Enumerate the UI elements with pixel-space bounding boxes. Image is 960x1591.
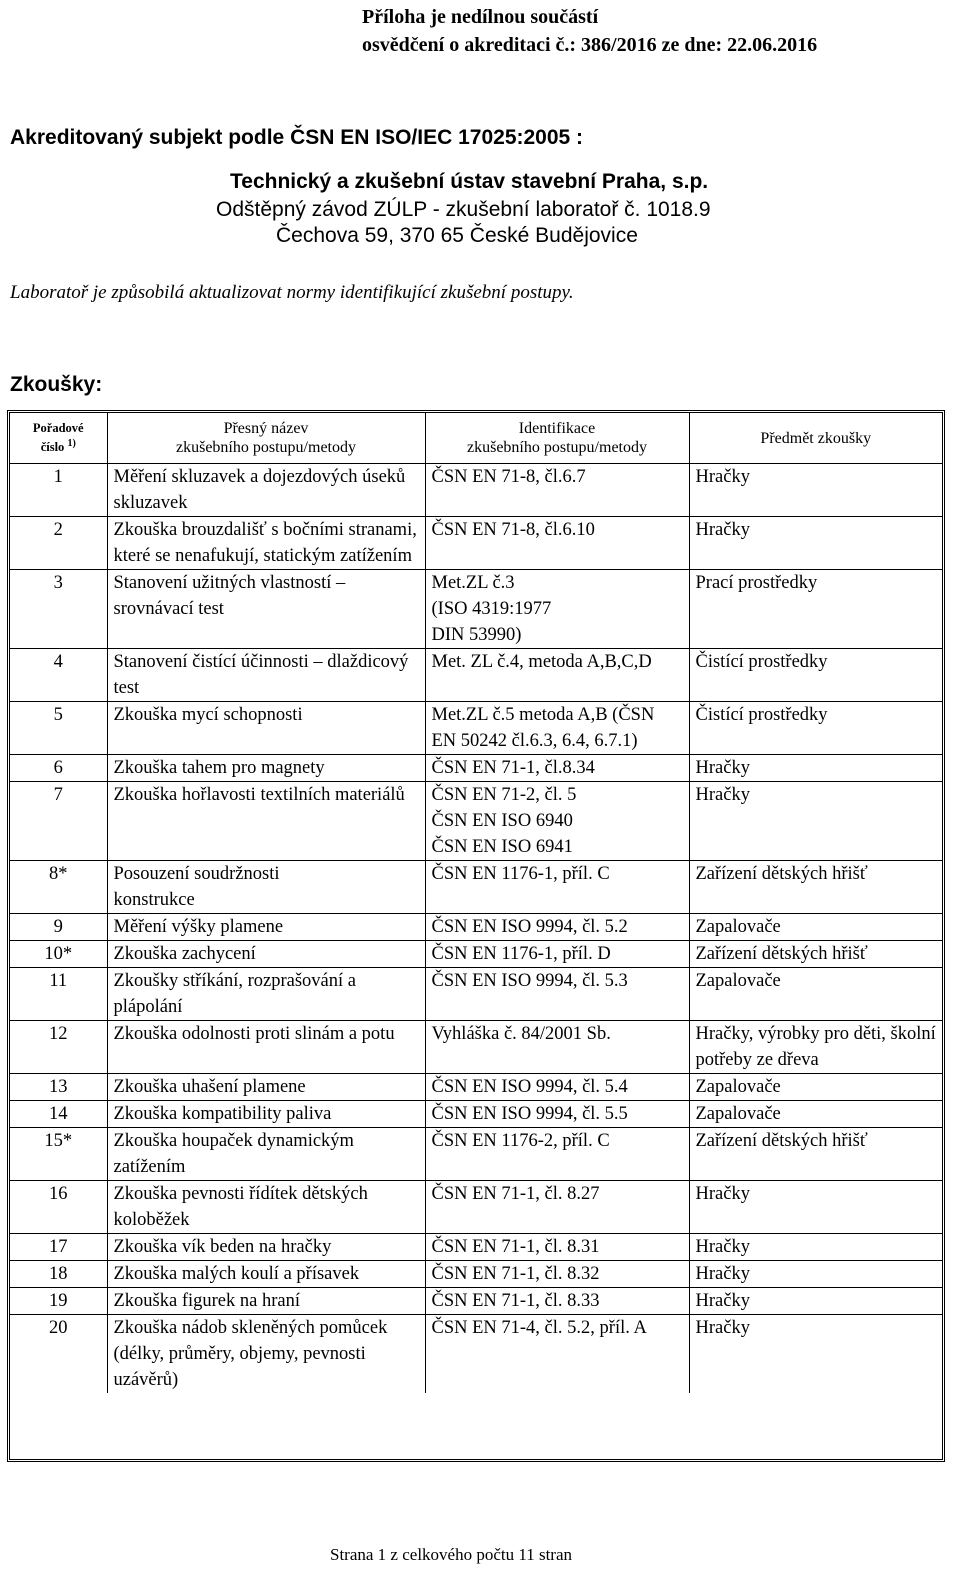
row-subject-text: Hračky (695, 520, 750, 540)
row-number (10, 861, 107, 914)
row-method (425, 1261, 689, 1288)
row-number-value: 9 (53, 917, 63, 937)
row-subject-text: Zapalovače (695, 917, 781, 937)
row-number (10, 1234, 107, 1261)
row-test-name-text: Zkouška vík beden na hračky (113, 1237, 332, 1257)
col-header-method (425, 413, 689, 464)
row-number-value: 19 (49, 1291, 68, 1311)
row-test-name-text: Zkouška nádob skleněných pomůcek (délky, průměry, objemy, pevnosti uzávěrů) (113, 1318, 388, 1390)
row-test-name (107, 1234, 425, 1261)
row-subject-text: Hračky, výrobky pro děti, školní potřeby ze dřeva (695, 1024, 936, 1070)
row-method-text: Met. ZL č.4, metoda A,B,C,D (431, 652, 652, 672)
row-test-name-text: Stanovení čistící účinnosti – dlaždicový test (113, 652, 409, 698)
row-method (425, 1128, 689, 1181)
row-subject (689, 1021, 942, 1074)
subject-name: Technický a zkušební ústav stavební Praha, s.p. (230, 170, 709, 193)
row-number-value: 5 (53, 705, 63, 725)
table-row (10, 782, 942, 861)
row-number-value: 16 (49, 1184, 68, 1204)
row-subject (689, 649, 942, 702)
row-method (425, 861, 689, 914)
row-subject (689, 464, 942, 517)
row-test-name (107, 1101, 425, 1128)
row-subject (689, 1074, 942, 1101)
row-subject (689, 702, 942, 755)
row-test-name-text: Zkouška hořlavosti textilních materiálů (113, 785, 405, 805)
table-row (10, 755, 942, 782)
row-subject-text: Hračky (695, 1184, 750, 1204)
row-subject-text: Zařízení dětských hřišť (695, 944, 868, 964)
row-method-text: ČSN EN ISO 6941 (431, 837, 573, 857)
row-number (10, 941, 107, 968)
row-subject-text: Zapalovače (695, 971, 781, 991)
row-method (425, 1021, 689, 1074)
row-test-name-text: Zkouška odolnosti proti slinám a potu (113, 1024, 395, 1044)
row-subject (689, 968, 942, 1021)
row-test-name (107, 1021, 425, 1074)
row-test-name (107, 1074, 425, 1101)
table-row (10, 861, 942, 914)
lab-note: Laboratoř je způsobilá aktualizovat normy identifikující zkušební postupy. (10, 282, 574, 303)
table-row (10, 517, 942, 570)
row-method-text: ČSN EN ISO 9994, čl. 5.2 (431, 917, 628, 937)
row-number-value: 10* (44, 944, 73, 964)
row-number-value: 13 (49, 1077, 68, 1097)
tests-heading: Zkoušky: (10, 373, 103, 396)
row-test-name-text: Měření výšky plamene (113, 917, 284, 937)
row-subject (689, 782, 942, 861)
row-method-text: ČSN EN ISO 9994, čl. 5.3 (431, 971, 628, 991)
row-test-name (107, 1261, 425, 1288)
row-number (10, 1261, 107, 1288)
annex-line-1: Příloha je nedílnou součástí (362, 6, 599, 28)
row-subject-text: Zařízení dětských hřišť (695, 864, 868, 884)
tests-table-frame (7, 410, 945, 1462)
annex-header (362, 3, 817, 59)
col-header-number-line1: Pořadové (32, 421, 84, 436)
row-number (10, 570, 107, 649)
row-method (425, 570, 689, 649)
tests-table (10, 413, 942, 1393)
row-test-name-text: Zkoušky stříkání, rozprašování a plápolání (113, 971, 356, 1017)
row-method (425, 1234, 689, 1261)
row-test-name (107, 517, 425, 570)
row-method-text: ČSN EN ISO 6940 (431, 811, 573, 831)
row-subject (689, 1234, 942, 1261)
table-row (10, 702, 942, 755)
row-subject-text: Zapalovače (695, 1104, 781, 1124)
row-number (10, 464, 107, 517)
row-method-text: Vyhláška č. 84/2001 Sb. (431, 1024, 611, 1044)
row-number (10, 702, 107, 755)
row-test-name-text: Zkouška brouzdališť s bočními stranami, které se nenafukují, statickým zatížením (113, 520, 417, 566)
row-test-name (107, 464, 425, 517)
row-test-name (107, 1128, 425, 1181)
row-method-text: ČSN EN 71-8, čl.6.10 (431, 520, 595, 540)
row-method (425, 1074, 689, 1101)
row-test-name (107, 755, 425, 782)
row-subject-text: Hračky (695, 1237, 750, 1257)
row-test-name (107, 1181, 425, 1234)
row-test-name-text: Měření skluzavek a dojezdových úseků skluzavek (113, 467, 406, 513)
row-number-value: 20 (49, 1318, 68, 1338)
row-method-text: ČSN EN 71-1, čl.8.34 (431, 758, 595, 778)
table-row (10, 1288, 942, 1315)
col-header-method-line1: Identifikace (518, 420, 596, 437)
row-test-name (107, 782, 425, 861)
row-number (10, 649, 107, 702)
row-test-name (107, 1315, 425, 1394)
row-test-name-text: Posouzení soudržnosti (113, 864, 280, 884)
row-method (425, 1288, 689, 1315)
row-test-name-text: Zkouška tahem pro magnety (113, 758, 325, 778)
row-method (425, 914, 689, 941)
row-number-value: 18 (49, 1264, 68, 1284)
row-method (425, 1315, 689, 1394)
row-method-text: Met.ZL č.5 metoda A,B (ČSN EN 50242 čl.6.3, 6.4, 6.7.1) (431, 705, 655, 751)
table-row (10, 941, 942, 968)
row-method-text: ČSN EN ISO 9994, čl. 5.5 (431, 1104, 628, 1124)
row-test-name (107, 861, 425, 914)
row-method (425, 1101, 689, 1128)
row-method (425, 517, 689, 570)
row-number-value: 11 (49, 971, 68, 991)
row-test-name (107, 702, 425, 755)
annex-line-2: osvědčení o akreditaci č.: 386/2016 ze dne: 22.06.2016 (362, 34, 818, 56)
row-method-text: Met.ZL č.3 (431, 573, 515, 593)
table-row (10, 649, 942, 702)
row-subject (689, 1101, 942, 1128)
row-test-name-text: konstrukce (113, 890, 195, 910)
row-method-text: ČSN EN 71-1, čl. 8.27 (431, 1184, 600, 1204)
col-header-number (10, 413, 107, 464)
col-header-name (107, 413, 425, 464)
table-row (10, 1234, 942, 1261)
row-number-value: 3 (53, 573, 63, 593)
row-subject (689, 914, 942, 941)
row-test-name-text: Zkouška zachycení (113, 944, 256, 964)
table-row (10, 464, 942, 517)
row-subject-text: Čistící prostředky (695, 705, 828, 725)
row-method (425, 649, 689, 702)
row-subject-text: Hračky (695, 467, 750, 487)
row-method-text: ČSN EN 1176-2, příl. C (431, 1131, 610, 1151)
col-header-number-footnote: 1) (67, 438, 76, 450)
row-subject-text: Hračky (695, 1291, 750, 1311)
row-subject (689, 1128, 942, 1181)
row-test-name-text: Zkouška kompatibility paliva (113, 1104, 332, 1124)
row-number-value: 17 (49, 1237, 68, 1257)
row-method-text: (ISO 4319:1977 (431, 599, 552, 619)
row-subject (689, 941, 942, 968)
row-number (10, 1021, 107, 1074)
row-method-text: ČSN EN 71-1, čl. 8.31 (431, 1237, 600, 1257)
row-number-value: 8* (49, 864, 68, 884)
row-subject (689, 1288, 942, 1315)
row-subject-text: Hračky (695, 758, 750, 778)
table-row (10, 1181, 942, 1234)
row-test-name-text: Zkouška figurek na hraní (113, 1291, 300, 1311)
table-row (10, 570, 942, 649)
row-number (10, 968, 107, 1021)
row-method-text: ČSN EN 71-1, čl. 8.32 (431, 1264, 600, 1284)
row-method-text: DIN 53990) (431, 625, 522, 645)
row-method-text: ČSN EN 1176-1, příl. C (431, 864, 610, 884)
row-test-name (107, 941, 425, 968)
row-test-name-text: Zkouška mycí schopnosti (113, 705, 303, 725)
row-test-name (107, 968, 425, 1021)
row-method (425, 1181, 689, 1234)
row-method (425, 968, 689, 1021)
row-method-text: ČSN EN ISO 9994, čl. 5.4 (431, 1077, 628, 1097)
row-method-text: ČSN EN 71-4, čl. 5.2, příl. A (431, 1318, 647, 1338)
col-header-method-line2: zkušebního postupu/metody (467, 439, 647, 456)
table-row (10, 1261, 942, 1288)
row-number (10, 1315, 107, 1394)
table-row (10, 1021, 942, 1074)
row-method (425, 702, 689, 755)
row-method-text: ČSN EN 1176-1, příl. D (431, 944, 611, 964)
row-number-value: 2 (53, 520, 63, 540)
row-number (10, 782, 107, 861)
accredited-subject-line: Akreditovaný subjekt podle ČSN EN ISO/IEC 17025:2005 : (10, 126, 584, 149)
row-test-name (107, 914, 425, 941)
col-header-name-line1: Přesný název (223, 420, 309, 437)
row-number-value: 12 (49, 1024, 68, 1044)
row-number (10, 1074, 107, 1101)
table-row (10, 968, 942, 1021)
row-test-name (107, 1288, 425, 1315)
row-subject (689, 861, 942, 914)
row-subject (689, 517, 942, 570)
row-test-name-text: Stanovení užitných vlastností – srovnávací test (113, 573, 346, 619)
row-method-text: ČSN EN 71-8, čl.6.7 (431, 467, 586, 487)
page-footer: Strana 1 z celkového počtu 11 stran (330, 1545, 573, 1564)
subject-address: Čechova 59, 370 65 České Budějovice (276, 224, 638, 247)
table-row (10, 914, 942, 941)
row-subject (689, 570, 942, 649)
row-subject-text: Hračky (695, 785, 750, 805)
col-header-number-line2: číslo (40, 440, 65, 455)
row-method (425, 755, 689, 782)
row-number-value: 15* (44, 1131, 73, 1151)
col-header-name-line2: zkušebního postupu/metody (176, 439, 356, 456)
row-subject-text: Zařízení dětských hřišť (695, 1131, 868, 1151)
row-subject-text: Hračky (695, 1318, 750, 1338)
row-subject-text: Zapalovače (695, 1077, 781, 1097)
row-method (425, 782, 689, 861)
table-row (10, 1074, 942, 1101)
row-test-name-text: Zkouška pevnosti řídítek dětských koloběžek (113, 1184, 368, 1230)
row-method (425, 941, 689, 968)
row-subject-text: Prací prostředky (695, 573, 818, 593)
row-subject (689, 755, 942, 782)
row-method-text: ČSN EN 71-2, čl. 5 (431, 785, 577, 805)
table-header-row (10, 413, 942, 464)
row-subject (689, 1181, 942, 1234)
row-test-name-text: Zkouška uhašení plamene (113, 1077, 306, 1097)
row-subject-text: Čistící prostředky (695, 652, 828, 672)
row-test-name (107, 649, 425, 702)
row-number (10, 517, 107, 570)
row-number-value: 1 (53, 467, 63, 487)
subject-branch: Odštěpný závod ZÚLP - zkušební laboratoř č. 1018.9 (216, 198, 711, 221)
row-test-name-text: Zkouška houpaček dynamickým zatížením (113, 1131, 354, 1177)
row-number-value: 7 (53, 785, 63, 805)
table-row (10, 1315, 942, 1394)
row-number (10, 1128, 107, 1181)
table-row (10, 1101, 942, 1128)
row-method (425, 464, 689, 517)
row-subject-text: Hračky (695, 1264, 750, 1284)
col-header-subject: Předmět zkoušky (689, 413, 942, 464)
row-number (10, 1288, 107, 1315)
row-number (10, 1101, 107, 1128)
row-method-text: ČSN EN 71-1, čl. 8.33 (431, 1291, 600, 1311)
row-number-value: 6 (53, 758, 63, 778)
row-number (10, 914, 107, 941)
row-number-value: 4 (53, 652, 63, 672)
table-row (10, 1128, 942, 1181)
row-test-name-text: Zkouška malých koulí a přísavek (113, 1264, 360, 1284)
row-number (10, 1181, 107, 1234)
row-subject (689, 1261, 942, 1288)
row-number (10, 755, 107, 782)
row-test-name (107, 570, 425, 649)
row-number-value: 14 (49, 1104, 68, 1124)
row-subject (689, 1315, 942, 1394)
